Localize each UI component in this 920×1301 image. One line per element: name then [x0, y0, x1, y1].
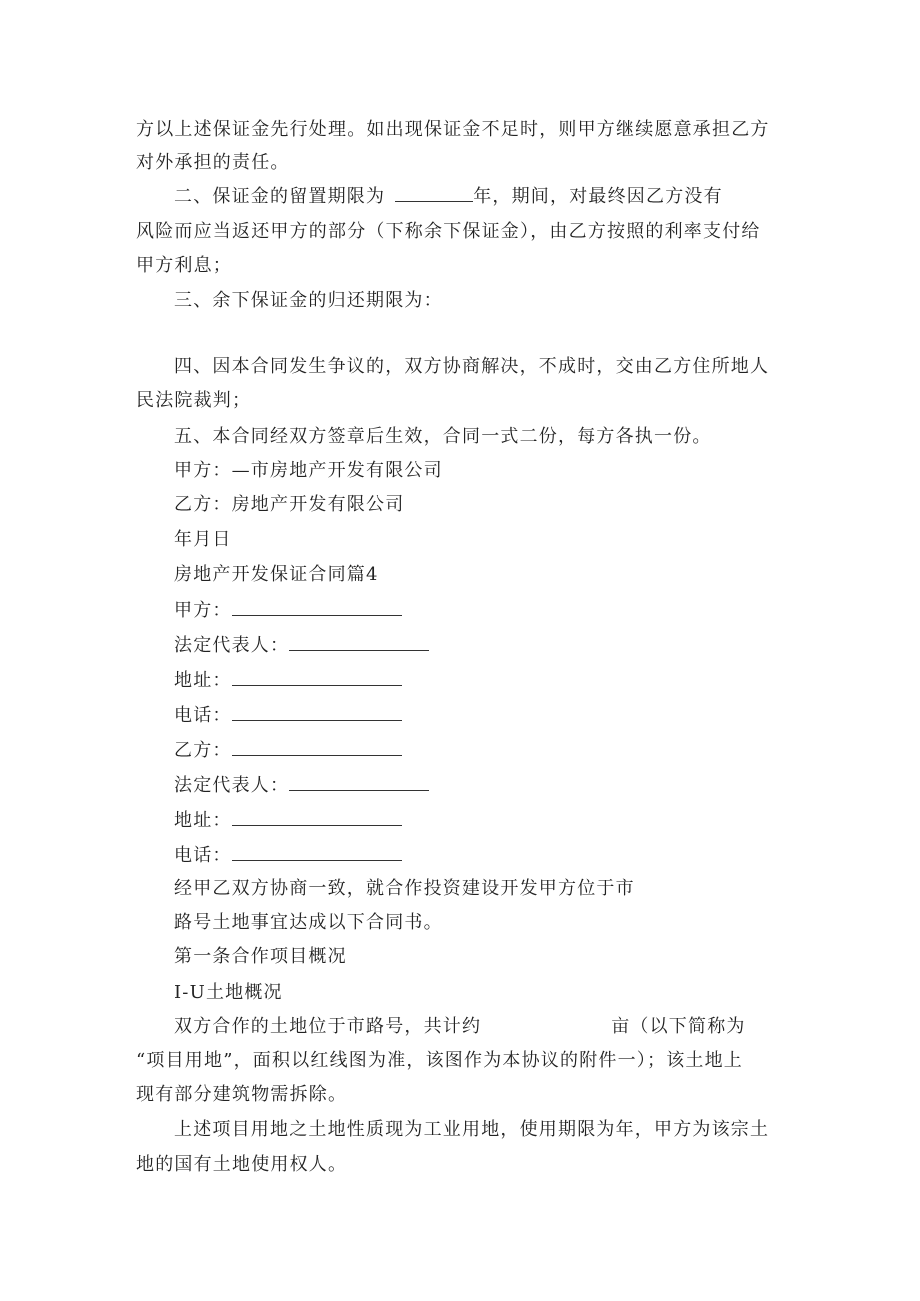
paragraph-line-retention: [174, 183, 723, 210]
paragraph-line: 对外承担的责任。: [136, 152, 290, 173]
party-a-blank: [232, 597, 402, 616]
field-label: 法定代表人：: [174, 635, 290, 656]
paragraph-line: 上述项目用地之土地性质现为工业用地，使用期限为年，甲方为该宗土: [174, 1119, 770, 1140]
field-party-a-address: [174, 667, 402, 694]
paragraph-line: 风险而应当返还甲方的部分（下称余下保证金），由乙方按照的利率支付给: [136, 221, 761, 242]
party-a-line: 甲方：—市房地产开发有限公司: [174, 460, 443, 481]
land-text-a: 双方合作的土地位于市路号，共计约: [174, 1016, 482, 1037]
field-party-a-phone: [174, 702, 402, 729]
subsection-heading: I-U土地概况: [174, 982, 283, 1003]
paragraph-line: 现有部分建筑物需拆除。: [136, 1084, 348, 1105]
section-title: 房地产开发保证合同篇4: [174, 564, 379, 585]
clause-2-text-a: 二、保证金的留置期限为: [174, 186, 386, 207]
article-heading: 第一条合作项目概况: [174, 946, 347, 967]
field-party-a: [174, 597, 402, 624]
party-b-rep-blank: [289, 772, 429, 791]
land-text-b: 亩（以下简称为: [611, 1016, 746, 1037]
paragraph-line: 四、因本合同发生争议的，双方协商解决，不成时，交由乙方住所地人: [174, 356, 770, 377]
party-a-rep-blank: [289, 632, 429, 651]
party-a-phone-blank: [232, 702, 402, 721]
field-party-a-rep: [174, 632, 429, 659]
field-party-b-rep: [174, 772, 429, 799]
paragraph-line: “项目用地”，面积以红线图为准，该图作为本协议的附件一）；该土地上: [136, 1050, 744, 1071]
paragraph-line: 地的国有土地使用权人。: [136, 1154, 348, 1175]
party-b-blank: [232, 737, 402, 756]
clause-2-text-b: 年，期间，对最终因乙方没有: [473, 186, 723, 207]
field-party-b: [174, 737, 402, 764]
paragraph-line: 甲方利息；: [136, 255, 232, 276]
field-label: 电话：: [174, 845, 232, 866]
party-a-address-blank: [232, 667, 402, 686]
field-label: 乙方：: [174, 740, 232, 761]
paragraph-line-land: [174, 1014, 746, 1040]
field-party-b-address: [174, 807, 402, 834]
date-line: 年月日: [174, 529, 232, 550]
field-label: 法定代表人：: [174, 775, 290, 796]
paragraph-line: 路号土地事宜达成以下合同书。: [174, 912, 443, 933]
paragraph-line: 经甲乙双方协商一致，就合作投资建设开发甲方位于市: [174, 878, 635, 899]
field-party-b-phone: [174, 842, 402, 869]
party-b-phone-blank: [232, 842, 402, 861]
party-b-line: 乙方：房地产开发有限公司: [174, 494, 405, 515]
field-label: 甲方：: [174, 600, 232, 621]
retention-years-blank: [395, 183, 473, 202]
field-label: 地址：: [174, 810, 232, 831]
field-label: 地址：: [174, 670, 232, 691]
paragraph-line: 方以上述保证金先行处理。如出现保证金不足时，则甲方继续愿意承担乙方: [136, 119, 770, 140]
party-b-address-blank: [232, 807, 402, 826]
paragraph-line: 五、本合同经双方签章后生效，合同一式二份，每方各执一份。: [174, 426, 712, 447]
field-label: 电话：: [174, 705, 232, 726]
paragraph-line: 三、余下保证金的归还期限为：: [174, 290, 443, 311]
paragraph-line: 民法院裁判；: [136, 390, 252, 411]
